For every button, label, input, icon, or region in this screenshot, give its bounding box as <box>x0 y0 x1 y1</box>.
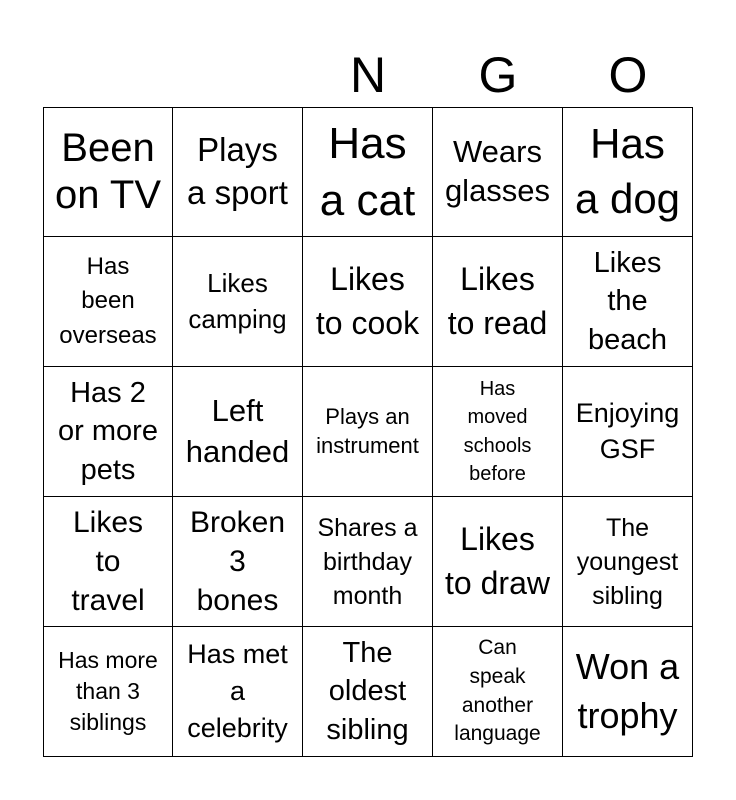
bingo-cell-label: Likes camping <box>188 267 287 334</box>
bingo-header <box>43 45 693 105</box>
header-letter-n: N <box>349 47 387 103</box>
bingo-cell-label: Has been overseas <box>59 253 157 349</box>
bingo-cell-label: Has moved schools before <box>463 377 532 485</box>
bingo-cell[interactable] <box>433 237 563 367</box>
bingo-cell[interactable] <box>173 107 303 237</box>
bingo-cell[interactable] <box>563 627 693 757</box>
bingo-cell[interactable] <box>563 237 693 367</box>
bingo-cell-label: Wears glasses <box>444 134 551 208</box>
bingo-cell[interactable] <box>433 107 563 237</box>
bingo-cell[interactable] <box>563 367 693 497</box>
bingo-cell-label: Likes to read <box>447 261 548 341</box>
bingo-cell-label: Shares a birthday month <box>317 513 418 610</box>
header-letter-o: O <box>608 47 648 103</box>
bingo-cell[interactable] <box>173 367 303 497</box>
bingo-cell-label: Has met a celebrity <box>187 639 288 743</box>
bingo-cell-label: Has 2 or more pets <box>58 376 158 486</box>
bingo-cell[interactable] <box>303 367 433 497</box>
bingo-cell-label: Plays a sport <box>187 131 288 211</box>
bingo-cell[interactable] <box>43 107 173 237</box>
bingo-cell[interactable] <box>43 237 173 367</box>
bingo-cell-label: Been on TV <box>55 125 161 217</box>
bingo-board <box>43 107 693 757</box>
bingo-cell-label: Has more than 3 siblings <box>58 646 158 736</box>
bingo-cell[interactable] <box>303 497 433 627</box>
bingo-cell-label: Likes to travel <box>71 506 145 617</box>
bingo-cell[interactable] <box>43 627 173 757</box>
bingo-cell[interactable] <box>303 237 433 367</box>
bingo-cell[interactable] <box>173 237 303 367</box>
bingo-cell-label: Broken 3 bones <box>189 506 286 617</box>
bingo-cell[interactable] <box>43 367 173 497</box>
bingo-cell[interactable] <box>43 497 173 627</box>
bingo-cell-label: Left handed <box>185 393 290 469</box>
bingo-cell[interactable] <box>433 367 563 497</box>
bingo-cell[interactable] <box>563 497 693 627</box>
bingo-cell-label: Likes the beach <box>587 246 667 356</box>
bingo-cell-label: Likes to draw <box>445 521 550 601</box>
bingo-cell[interactable] <box>303 107 433 237</box>
header-letter-g: G <box>478 47 518 103</box>
bingo-cell-label: The youngest sibling <box>576 513 679 610</box>
bingo-cell[interactable] <box>433 627 563 757</box>
bingo-cell-label: The oldest sibling <box>326 636 409 746</box>
bingo-cell-label: Enjoying GSF <box>575 398 680 464</box>
bingo-cell[interactable] <box>173 497 303 627</box>
bingo-cell-label: Plays an instrument <box>316 403 419 458</box>
bingo-cell-label: Won a trophy <box>575 645 680 736</box>
bingo-cell-label: Likes to cook <box>315 261 420 341</box>
bingo-cell[interactable] <box>433 497 563 627</box>
bingo-cell[interactable] <box>303 627 433 757</box>
bingo-cell[interactable] <box>173 627 303 757</box>
bingo-cell-label: Has a cat <box>319 118 416 225</box>
bingo-cell-label: Has a dog <box>574 120 681 222</box>
bingo-cell[interactable] <box>563 107 693 237</box>
bingo-cell-label: Can speak another language <box>454 635 541 746</box>
